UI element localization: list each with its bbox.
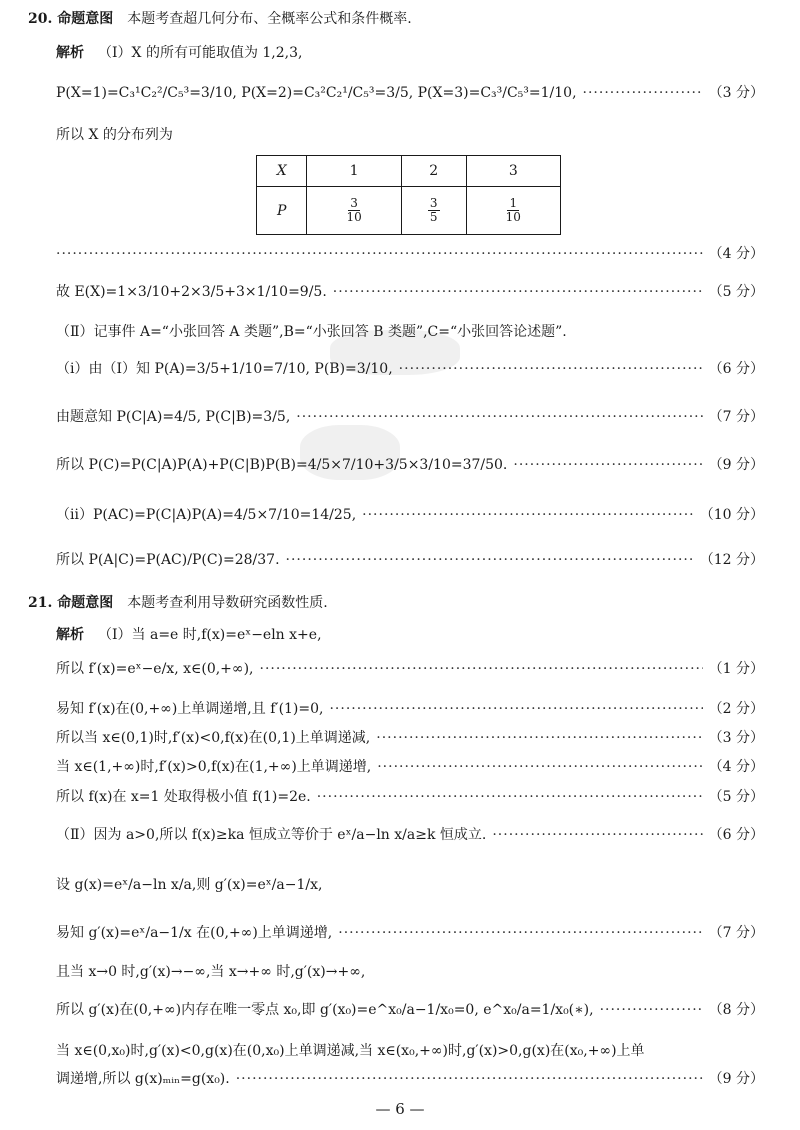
line-text: 所以 f(x)在 x=1 处取得极小值 f(1)=2e. — [56, 789, 311, 805]
line-text: （Ⅱ）因为 a>0,所以 f(x)≥ka 恒成立等价于 eˣ/a−ln x/a≥k 恒成立. — [56, 827, 487, 843]
q20-line-ii1 — [56, 508, 764, 522]
score-label: （6 分） — [708, 827, 764, 843]
q21-intent: 本题考查利用导数研究函数性质. — [127, 595, 328, 611]
q21-line3 — [56, 702, 764, 716]
leader-dots — [317, 790, 703, 804]
line-text: （ⅰ）由（Ⅰ）知 P(A)=3/5+1/10=7/10, P(B)=3/10, — [56, 361, 393, 377]
line-text: 所以当 x∈(0,1)时,f′(x)<0,f(x)在(0,1)上单调递减, — [56, 730, 371, 746]
q20-line-i3 — [56, 458, 764, 472]
leader-dots — [377, 760, 702, 774]
q21-line2 — [56, 662, 764, 676]
line-text: 当 x∈(1,+∞)时,f′(x)>0,f(x)在(1,+∞)上单调递增, — [56, 759, 372, 775]
q20-dist-intro: 所以 X 的分布列为 — [56, 127, 173, 143]
score-label: （9 分） — [708, 457, 764, 473]
q20-part1-intro — [56, 46, 764, 60]
q21-line6 — [56, 790, 764, 804]
leader-dots — [600, 1003, 703, 1017]
table-header-cell: X — [257, 156, 307, 187]
score-label: （6 分） — [708, 361, 764, 377]
q21-line13 — [56, 1072, 764, 1086]
score-label: （4 分） — [708, 246, 764, 262]
line-text: （Ⅰ）当 a=e 时,f(x)=eˣ−eln x+e, — [98, 627, 322, 643]
leader-dots — [329, 702, 702, 716]
leader-dots — [513, 458, 702, 472]
q21-analysis-label: 解析 — [56, 627, 84, 643]
leader-dots — [376, 731, 702, 745]
leader-dots — [56, 247, 703, 261]
fraction — [504, 197, 523, 223]
line-text: 设 g(x)=eˣ/a−ln x/a,则 g′(x)=eˣ/a−1/x, — [56, 877, 323, 893]
q21-line9 — [56, 926, 764, 940]
table-row — [257, 156, 561, 187]
q21-line11 — [56, 1003, 764, 1017]
q21-line4 — [56, 731, 764, 745]
q20-heading — [28, 12, 764, 26]
leader-dots — [296, 410, 702, 424]
table-header-cell: 2 — [401, 156, 466, 187]
numerator: 3 — [429, 196, 438, 211]
q21-line10 — [56, 965, 764, 979]
line-text: 且当 x→0 时,g′(x)→−∞,当 x→+∞ 时,g′(x)→+∞, — [56, 964, 366, 980]
q21-line1 — [56, 628, 764, 642]
denominator: 10 — [346, 210, 362, 225]
denominator: 10 — [505, 210, 521, 225]
q20-analysis-label: 解析 — [56, 45, 84, 61]
line-text: P(X=1)=C₃¹C₂²/C₅³=3/10, P(X=2)=C₃²C₂¹/C₅³=3/5, P(X=3)=C₃³/C₅³=1/10, — [56, 85, 577, 101]
q20-intent: 本题考查超几何分布、全概率公式和条件概率. — [127, 11, 412, 27]
fraction — [344, 197, 363, 223]
q21-title: 21. 命题意图 — [28, 595, 114, 611]
leader-dots — [338, 926, 702, 940]
score-label: （12 分） — [699, 552, 764, 568]
score-label: （10 分） — [699, 507, 764, 523]
table-cell — [307, 187, 401, 235]
score-label: （4 分） — [708, 759, 764, 775]
score-label: （5 分） — [708, 789, 764, 805]
q20-title: 20. 命题意图 — [28, 11, 114, 27]
q21-line5 — [56, 760, 764, 774]
line-text: 当 x∈(0,x₀)时,g′(x)<0,g(x)在(0,x₀)上单调递减,当 x∈(x₀,+∞)时,g′(x)>0,g(x)在(x₀,+∞)上单 — [56, 1043, 645, 1059]
q21-line8 — [56, 878, 764, 892]
fraction — [428, 197, 440, 223]
line-text: 易知 g′(x)=eˣ/a−1/x 在(0,+∞)上单调递增, — [56, 925, 333, 941]
score-label: （7 分） — [708, 925, 764, 941]
score-label: （3 分） — [708, 85, 764, 101]
line-text: （ⅱ）P(AC)=P(C|A)P(A)=4/5×7/10=14/25, — [56, 507, 357, 523]
leader-dots — [260, 662, 703, 676]
score-label: （3 分） — [708, 730, 764, 746]
score-label: （5 分） — [708, 284, 764, 300]
score-label: （1 分） — [708, 661, 764, 677]
leader-dots — [492, 828, 702, 842]
table-header-cell: 1 — [307, 156, 401, 187]
score-label: （8 分） — [708, 1002, 764, 1018]
q20-table-score-line — [56, 247, 764, 261]
q21-heading — [28, 596, 764, 610]
numerator: 1 — [509, 196, 518, 211]
line-text: 易知 f′(x)在(0,+∞)上单调递增,且 f′(1)=0, — [56, 701, 324, 717]
leader-dots — [236, 1072, 703, 1086]
table-cell — [466, 187, 560, 235]
leader-dots — [583, 86, 703, 100]
q20-line-i2 — [56, 410, 764, 424]
line-text: 调递增,所以 g(x)ₘᵢₙ=g(x₀). — [56, 1071, 230, 1087]
line-text: 所以 g′(x)在(0,+∞)内存在唯一零点 x₀,即 g′(x₀)=e^x₀/a−1/x₀=0, e^x₀/a=1/x₀(∗), — [56, 1002, 594, 1018]
q20-line-i1 — [56, 362, 764, 376]
leader-dots — [333, 285, 703, 299]
line-text: 所以 P(A|C)=P(AC)/P(C)=28/37. — [56, 552, 280, 568]
score-label: （9 分） — [708, 1071, 764, 1087]
line-text: 由题意知 P(C|A)=4/5, P(C|B)=3/5, — [56, 409, 291, 425]
table-cell — [401, 187, 466, 235]
q20-part2-events: （Ⅱ）记事件 A=“小张回答 A 类题”,B=“小张回答 B 类题”,C=“小张回答论述题”. — [56, 324, 567, 340]
q20-intro-text: （Ⅰ）X 的所有可能取值为 1,2,3, — [98, 45, 303, 61]
numerator: 3 — [350, 196, 358, 211]
q20-expectation-line — [56, 285, 764, 299]
line-text: 所以 f′(x)=eˣ−e/x, x∈(0,+∞), — [56, 661, 254, 677]
table-p-label: P — [257, 187, 307, 235]
score-label: （7 分） — [708, 409, 764, 425]
table-row — [257, 187, 561, 235]
line-text: 所以 P(C)=P(C|A)P(A)+P(C|B)P(B)=4/5×7/10+3/5×3/10=37/50. — [56, 457, 508, 473]
score-label: （2 分） — [708, 701, 764, 717]
line-text: 故 E(X)=1×3/10+2×3/5+3×1/10=9/5. — [56, 284, 327, 300]
q20-probability-line — [56, 86, 764, 100]
leader-dots — [286, 553, 694, 567]
q20-line-ii2 — [56, 553, 764, 567]
leader-dots — [399, 362, 703, 376]
denominator: 5 — [429, 210, 438, 225]
q21-line12 — [56, 1044, 764, 1058]
table-header-cell: 3 — [466, 156, 560, 187]
distribution-table — [256, 155, 561, 235]
q21-line7 — [56, 828, 764, 842]
leader-dots — [362, 508, 694, 522]
page-number: — 6 — — [375, 1100, 425, 1118]
